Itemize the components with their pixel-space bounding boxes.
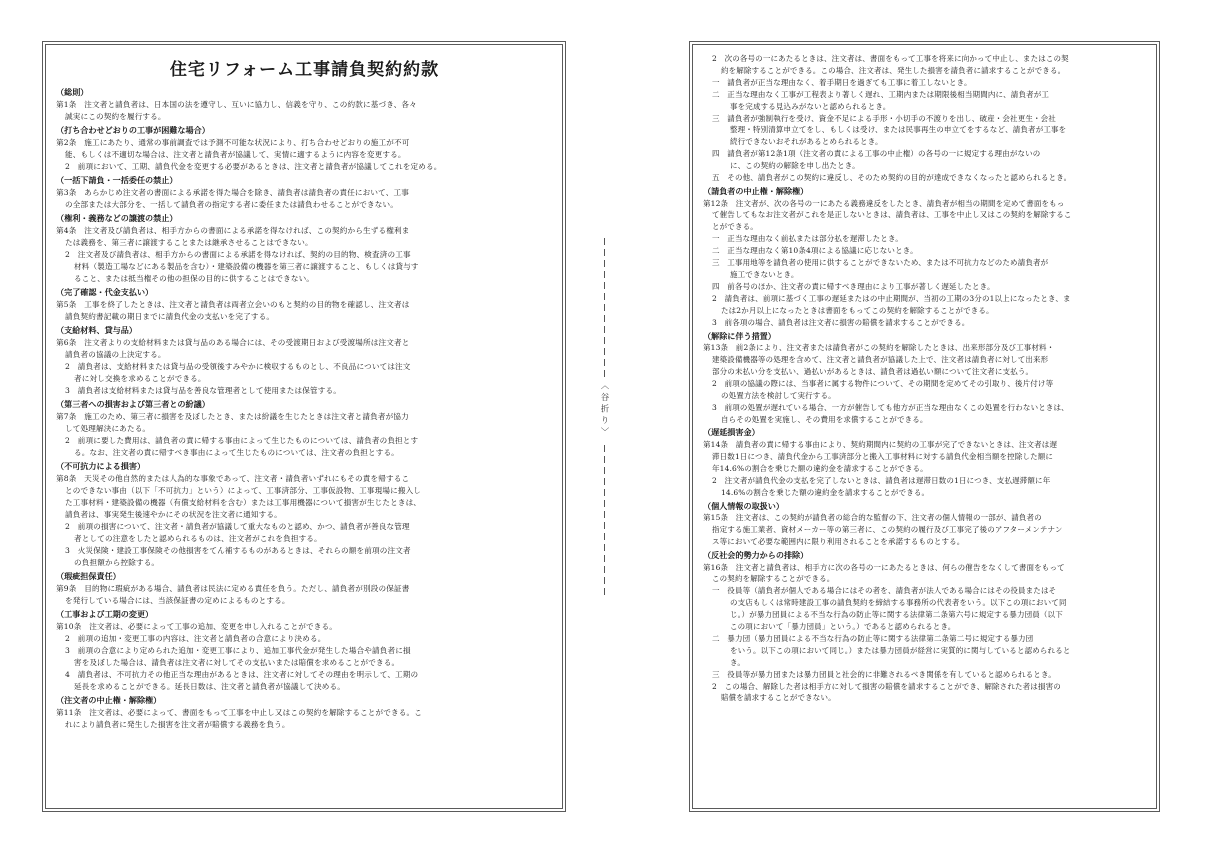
clause-text: 能、もしくは不適切な場合は、注文者と請負者が協議して、実情に適するように内容を変更する。 <box>65 150 406 159</box>
clause-text: 二 暴力団（暴力団員による不当な行為の防止等に関する法律第二条第二号に規定する暴力団 <box>712 633 1034 643</box>
fold-dash <box>604 500 605 507</box>
clause-text: 第8条 天災その他自然的または人為的な事象であって、注文者・請負者いずれにもその責を帰するこ <box>56 474 410 483</box>
clause-text: 一 正当な理由なく前払または部分払を遅滞したとき。 <box>712 234 903 244</box>
fold-dash <box>604 282 605 289</box>
clause-text: 2 前項の協議の際には、当事者に属する物件について、その期間を定めてその引取り、後片付け等 <box>712 378 1054 388</box>
fold-dash <box>604 260 605 267</box>
fold-guide <box>598 238 610 606</box>
clause-text: 誠実にこの契約を履行する。 <box>65 112 166 121</box>
clause-text: 第6条 注文者よりの支給材料または貸与品のある場合には、その受渡期日および受渡場所は注文者と <box>56 338 410 347</box>
contract-page-right <box>689 41 1160 812</box>
clause-text: る。なお、注文者の責に帰すべき事由によって生じたものについては、注文者の負担とする。 <box>74 448 399 457</box>
clause-text: 3 前各項の場合、請負者は注文者に損害の賠償を請求することができる。 <box>712 317 970 327</box>
clauses-left <box>56 86 553 731</box>
clause-text: 第11条 注文者は、必要によって、書面をもって工事を中止し又はこの契約を解除することができる。こ <box>56 708 423 717</box>
clause-text: を発行している場合には、当該保証書の定めによるものとする。 <box>65 596 290 605</box>
clause-heading: （支給材料、貸与品） <box>56 325 137 335</box>
fold-dash <box>604 326 605 333</box>
clause-text: 第14条 請負者の責に帰する事由により、契約期間内に契約の工事が完了できないときは、注文者は遅 <box>703 440 1058 450</box>
clause-heading: （請負者の中止権・解除権） <box>703 185 809 196</box>
clause-text: の全部または大部分を、一括して請負者の指定する者に委任または請負わせることができない。 <box>65 200 398 209</box>
clause-text: 整理・特別清算申立てをし、もしくは受け、または民事再生の申立てをするなど、請負者が工事を <box>730 125 1067 135</box>
clause-text: 施工できないとき。 <box>730 270 799 279</box>
fold-dash <box>604 467 605 474</box>
clause-text: 第12条 注文者が、次の各号の一にあたる義務違反をしたとき、請負者が相当の期間を定めて書面をもっ <box>703 198 1065 208</box>
fold-dash <box>604 456 605 463</box>
clauses-right <box>703 53 1147 704</box>
contract-page-left <box>42 41 566 812</box>
clause-heading: （権利・義務などの譲渡の禁止） <box>56 213 178 223</box>
clause-text: 指定する施工業者、資材メーカー等の第三者に、この契約の履行及び工事完了後のアフターメンテナン <box>712 525 1063 535</box>
clause-text: 三 請負者が強制執行を受け、資金不足による手形・小切手の不渡りを出し、破産・会社更生・会社 <box>712 113 1056 123</box>
clause-text: 部分の未払い分を支払い、過払いがあるときは、請負者は過払い額について注文者に支払う。 <box>712 366 1034 376</box>
clause-heading: （総則） <box>56 87 89 97</box>
clause-heading: （反社会的勢力からの排除） <box>703 549 809 560</box>
clause-text: き。 <box>730 657 745 667</box>
clause-heading: （打ち合わせどおりの工事が困難な場合） <box>56 125 210 135</box>
clause-text: たは2か月以上になったときは書面をもってこの契約を解除することができる。 <box>721 305 994 315</box>
clause-text: 2 前項の追加・変更工事の内容は、注文者と請負者の合意により決める。 <box>65 634 326 643</box>
clause-heading: （瑕疵担保責任） <box>56 571 121 581</box>
fold-dash <box>604 445 605 452</box>
clause-text: 続行できないおそれがあるとめられるとき。 <box>730 137 883 147</box>
fold-dash <box>604 489 605 496</box>
clause-text: この項において「暴力団員」という。）であると認められるとき。 <box>730 622 956 632</box>
fold-dash <box>604 315 605 322</box>
fold-dash <box>604 271 605 278</box>
clause-text: 2 前項に要した費用は、請負者の責に帰する事由によって生じたものについては、請負者の負担とす <box>65 436 419 445</box>
clause-heading: （第三者への損害および第三者との紛議） <box>56 399 210 409</box>
clause-text: の支店もしくは常時建設工事の請負契約を締結する事務所の代表者をいう。以下この項において同 <box>730 598 1067 608</box>
fold-dash <box>604 555 605 562</box>
clause-heading: （完了確認・代金支払い） <box>56 287 154 297</box>
clause-text: ス等において必要な範囲内に限り利用されることを承諾するものとする。 <box>712 537 965 546</box>
clause-heading: （一括下請負・一括委任の禁止） <box>56 175 178 185</box>
clause-text: 自らその処置を実施し、その費用を求償することができる。 <box>721 414 928 424</box>
fold-dash <box>604 588 605 595</box>
fold-dash <box>604 522 605 529</box>
fold-dash <box>604 249 605 256</box>
clause-text: 2 次の各号の一にあたるときは、注文者は、書面をもって工事を将来に向かって中止し、またはこの契 <box>712 54 1069 63</box>
clause-text: 三 役員等が暴力団または暴力団員と社会的に非難されるべき関係を有していると認められるとき。 <box>712 669 1056 679</box>
clause-text: 一 役員等（請負者が個人である場合にはその者を、請負者が法人である場合にはその役員またはそ <box>712 586 1057 596</box>
clause-text: 事を完成する見込みがないと認められるとき。 <box>730 101 891 111</box>
fold-dash <box>604 238 605 245</box>
fold-dash <box>604 370 605 377</box>
clause-text: して処理解決にあたる。 <box>65 424 151 433</box>
clause-text: た工事材料・建築設備の機器（有償支給材料を含む）または工事用機器について損害が生じたときは、 <box>65 498 422 507</box>
clause-heading: （個人情報の取扱い） <box>703 500 784 511</box>
fold-dash <box>604 566 605 573</box>
fold-dash <box>604 544 605 551</box>
clause-text: 第9条 目的物に瑕疵がある場合、請負者は民法に定める責任を負う。ただし、請負者が別段の保証書 <box>56 584 410 593</box>
clause-text: 建築設備機器等の処理を含めて、注文者と請負者が協議した上で、注文者は請負者に対して出来形 <box>712 355 1049 365</box>
clause-heading: （遅延損害金） <box>703 427 760 438</box>
fold-dash <box>604 511 605 518</box>
document-title: 住宅リフォーム工事請負契約約款 <box>169 60 440 80</box>
clause-text: じ。）が暴力団員による不当な行為の防止等に関する法律第二条第六号に規定する暴力団員（以下 <box>730 610 1063 620</box>
clause-text: 三 工事用地等を請負者の使用に供することができないため、または不可抗力などのため請負者が <box>712 258 1049 268</box>
clause-text: この契約を解除することができる。 <box>712 574 835 584</box>
clause-text: 二 正当な理由なく工事が工程表より著しく遅れ、工期内または期限後相当期間内に、請負者が工 <box>712 89 1050 99</box>
clause-text: 2 この場合、解除した者は相手方に対して損害の賠償を請求することができ、解除された者は損害の <box>712 681 1061 691</box>
clause-text: 材料（製造工場などにある製品を含む）・建築設備の機器を第三者に譲渡すること、もしくは貸与す <box>74 262 419 271</box>
clause-text: 請負契約書記載の期日までに請負代金の支払いを完了する。 <box>65 312 275 321</box>
clause-text: 第4条 注文者及び請負者は、相手方からの書面による承諾を得なければ、この契約から生ずる権利ま <box>56 226 410 235</box>
clause-text: 二 正当な理由なく第10条4項による協議に応じないとき。 <box>712 246 918 256</box>
clause-text: の負担額から控除する。 <box>74 558 160 567</box>
clause-text: 第2条 施工にあたり、通常の事前調査では予測不可能な状況により、打ち合わせどおりの施工が不可 <box>56 138 410 147</box>
clause-text: ること、または抵当権その他の担保の目的に供することはできない。 <box>74 274 315 283</box>
clause-text: 3 前項の処置が遅れている場合、一方が催告しても他方が正当な理由なくこの処置を行わないときは、 <box>712 402 1069 412</box>
clause-heading: （不可抗力による損害） <box>56 461 146 471</box>
clause-text: 第15条 注文者は、この契約が請負者の総合的な監督の下、注文者の個人情報の一部が、請負者の <box>703 513 1042 523</box>
clause-text: 請負者は、事実発生後速やかにその状況を注文者に通知する。 <box>65 510 282 519</box>
clause-text: 第16条 注文者と請負者は、相手方に次の各号の一にあたるときは、何らの催告をなくして書面をもって <box>703 562 1065 572</box>
clause-text: 四 前各号のほか、注文者の責に帰すべき理由により工事が著しく遅延したとき。 <box>712 281 995 291</box>
clause-text: 賠償を請求することができない。 <box>721 693 836 703</box>
clause-text: れにより請負者に発生した損害を注文者が賠償する義務を負う。 <box>65 720 290 729</box>
fold-dash <box>604 337 605 344</box>
clause-text: 第10条 注文者は、必要によって工事の追加、変更を申し入れることができる。 <box>56 622 337 631</box>
clause-text: 第7条 施工のため、第三者に損害を及ぼしたとき、または紛議を生じたときは注文者と請負者が協力 <box>56 412 409 421</box>
fold-label: 〈谷折り〉 <box>599 381 609 439</box>
clause-text: 3 火災保険・建設工事保険その他損害をてん補するものがあるときは、それらの額を前項の注文者 <box>65 546 411 555</box>
clause-text: 第3条 あらかじめ注文者の書面による承諾を得た場合を除き、請負者は請負者の責任において、工事 <box>56 188 409 197</box>
clause-text: 第13条 前2条により、注文者または請負者がこの契約を解除したときは、出来形部分及び工事材料・ <box>703 343 1055 353</box>
clause-text: 2 前項の損害について、注文者・請負者が協議して重大なものと認め、かつ、請負者が善良な管理 <box>65 522 410 531</box>
clause-text: 2 請負者は、前項に基づく工事の遅延またはの中止期間が、当初の工期の3分の1以上になったとき、ま <box>712 293 1071 303</box>
clause-text: 害を及ぼした場合は、請負者は注文者に対してその支払いまたは賠償を求めることができる。 <box>74 658 400 667</box>
clause-text: 年14.6%の割合を乗じた額の違約金を請求することができる。 <box>712 463 928 473</box>
clause-text: 3 請負者は支給材料または貸与品を善良な管理者として使用または保管する。 <box>65 386 342 395</box>
clause-text: 2 請負者は、支給材料または貸与品の受領後すみやかに検収するものとし、不良品については注文 <box>65 362 411 371</box>
clause-text: 一 請負者が正当な理由なく、着手期日を過ぎても工事に着工しないとき。 <box>712 77 972 87</box>
clause-text: 2 前項において、工期、請負代金を変更する必要があるときは、注文者と請負者が協議してこれを定める。 <box>65 162 442 171</box>
clause-text: たは義務を、第三者に譲渡することまたは継承させることはできない。 <box>65 238 313 247</box>
clause-text: 者に対し交換を求めることができる。 <box>74 374 206 383</box>
fold-dash <box>604 478 605 485</box>
clause-text: 延長を求めることができる。延長日数は、注文者と請負者が協議して決める。 <box>74 682 346 691</box>
fold-dash <box>604 577 605 584</box>
fold-dash <box>604 359 605 366</box>
clause-text: とのできない事由（以下「不可抗力」という）によって、工事済部分、工事仮設物、工事現場に搬入し <box>65 486 422 495</box>
clause-text: 4 請負者は、不可抗力その他正当な理由があるときは、注文者に対してその理由を明示して、工期の <box>65 670 419 679</box>
clause-text: 第5条 工事を終了したときは、注文者と請負者は両者立会いのもと契約の目的物を確認し、注文者は <box>56 300 410 309</box>
fold-dash <box>604 533 605 540</box>
fold-dash <box>604 293 605 300</box>
fold-dash <box>604 348 605 355</box>
clause-heading: （工事および工期の変更） <box>56 609 154 619</box>
clause-text: 四 請負者が第12条1項（注文者の責による工事の中止権）の各号の一に規定する理由がないの <box>712 149 1041 159</box>
clause-text: とができる。 <box>712 222 758 232</box>
clause-text: 第1条 注文者と請負者は、日本国の法を遵守し、互いに協力し、信義を守り、この約款に基づき、各々 <box>56 100 417 109</box>
fold-dash <box>604 304 605 311</box>
clause-text: 14.6%の割合を乗じた額の違約金を請求することができる。 <box>721 487 930 497</box>
clause-text: て催告してもなお注文者がこれを是正しないときは、請負者は、工事を中止し又はこの契約を解除するこ <box>712 210 1072 220</box>
clause-heading: （注文者の中止権・解除権） <box>56 695 162 705</box>
clause-text: 五 その他、請負者がこの契約に違反し、そのため契約の目的が達成できなくなったと認められるとき。 <box>712 173 1072 183</box>
clause-text: 者としての注意をしたと認められるものは、注文者がこれを負担する。 <box>74 534 322 543</box>
clause-text: 2 注文者が請負代金の支払を完了しないときは、請負者は遅滞日数の1日につき、支払遅滞額に年 <box>712 475 1051 485</box>
clause-text: をいう。以下この項において同じ。）または暴力団員が経営に実質的に関与していると認められると <box>730 645 1071 655</box>
clause-text: 約を解除することができる。この場合、注文者は、発生した損害を請負者に請求することができる。 <box>721 65 1066 75</box>
clause-text: 2 注文者及び請負者は、相手方からの書面による承諾を得なければ、契約の目的物、検査済の工事 <box>65 250 411 259</box>
clause-text: 3 前項の合意により定められた追加・変更工事により、追加工事代金が発生した場合や請負者に損 <box>65 646 411 655</box>
clause-text: の処置方法を検討して実行する。 <box>721 390 836 400</box>
clause-text: に、この契約の解除を申し出たとき。 <box>730 161 860 171</box>
clause-text: 請負者の協議の上決定する。 <box>65 350 166 359</box>
clause-text: 滞日数1日につき、請負代金から工事済部分と搬入工事材料に対する請負代金相当額を控除した額に <box>712 451 1054 461</box>
clause-heading: （解除に伴う措置） <box>703 330 776 341</box>
